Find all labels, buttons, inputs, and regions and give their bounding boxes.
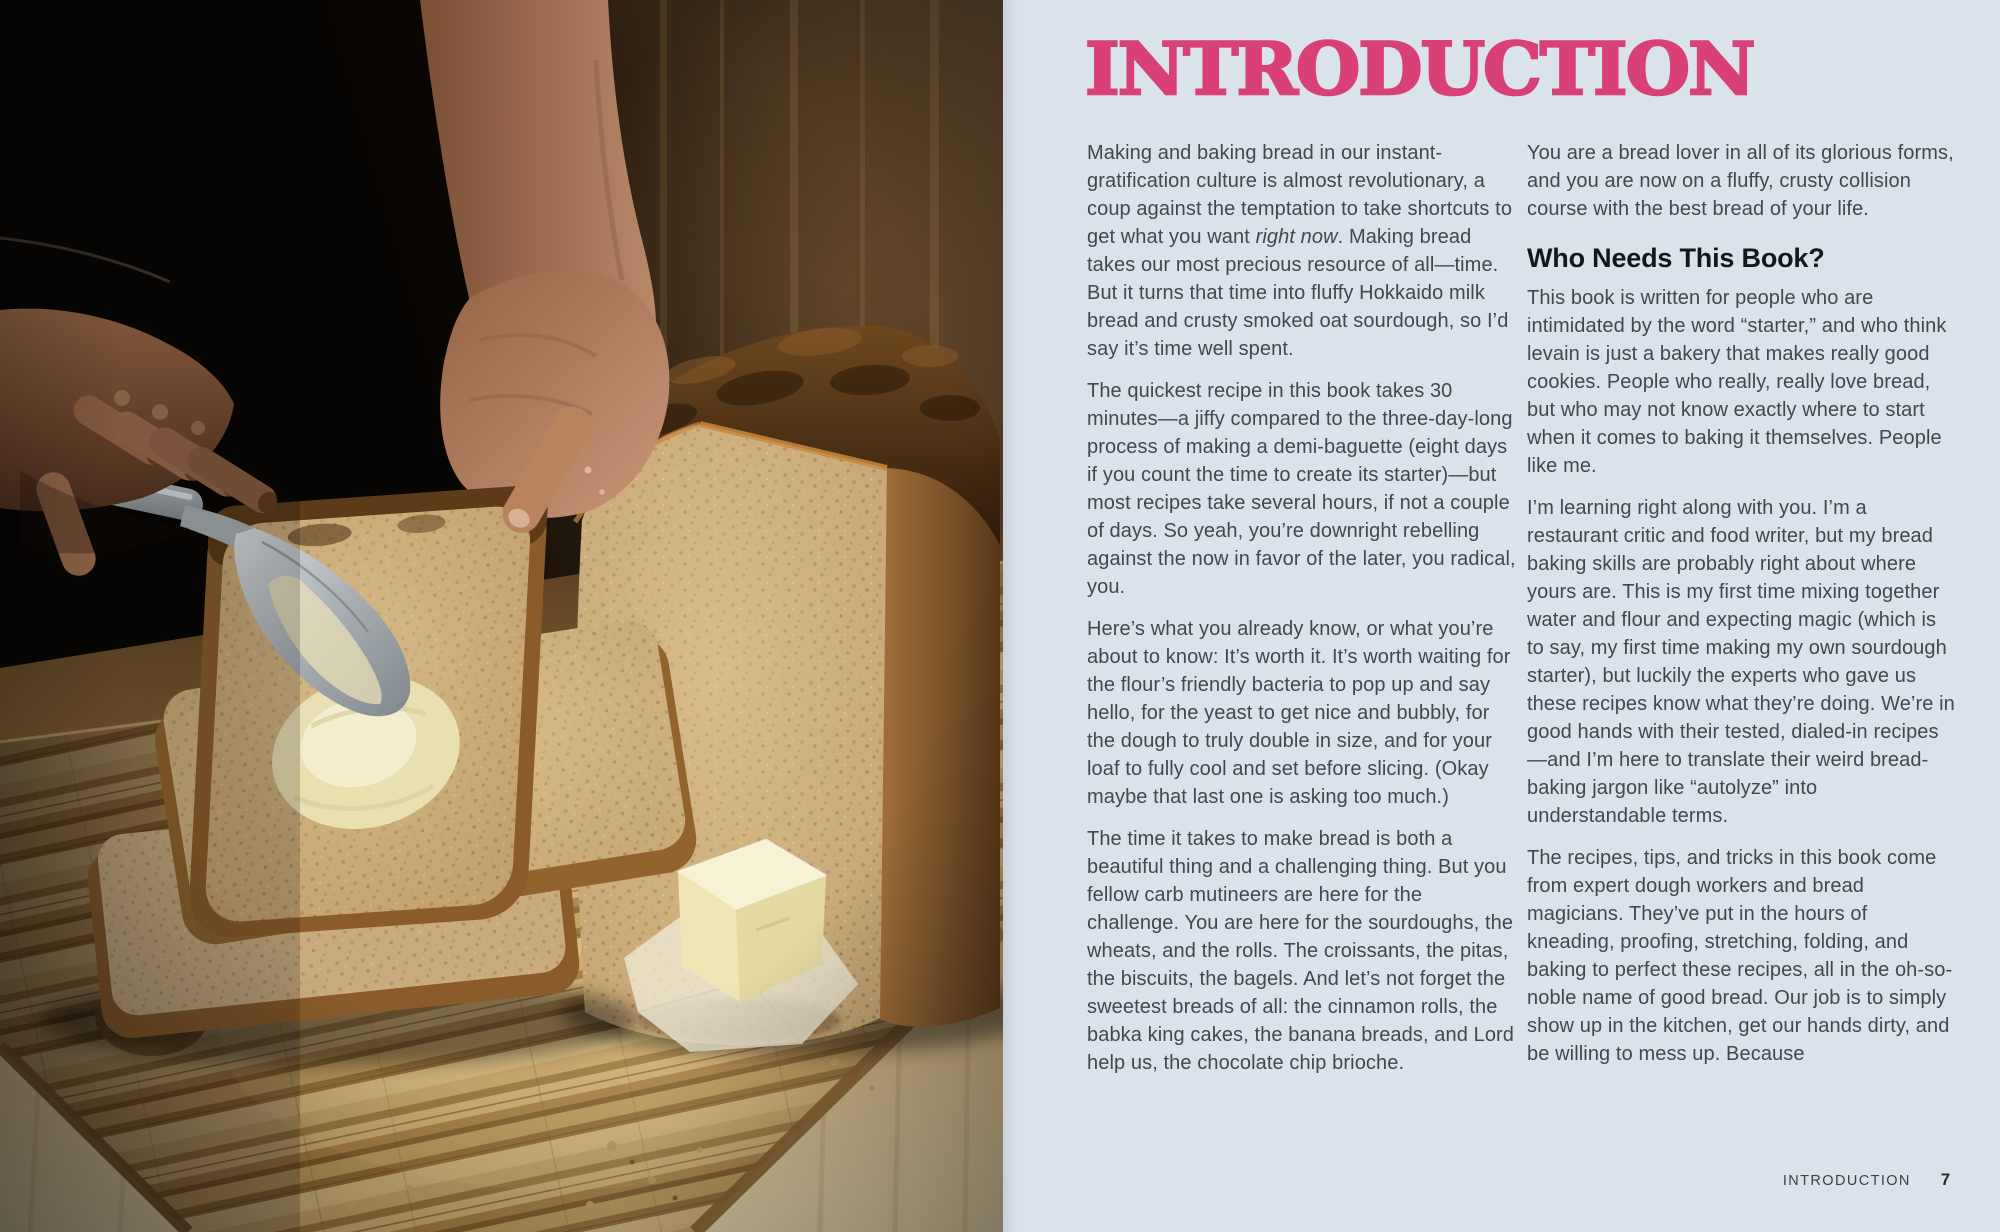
page-footer [1783,1171,1950,1190]
section-heading: Who Needs This Book? [1527,243,1825,273]
intro-page [1003,0,2000,1232]
paragraph: This book is written for people who are intimidated by the word “starter,” and who think levain is just a bakery that makes really good cookies. People who really, really love bread, but who may not know exactly where to start when it comes to baking it themselves. People like me. [1527,287,1947,478]
paragraph: You are a bread lover in all of its glorious forms, and you are now on a fluffy, crusty collision course with the best bread of your life. [1527,142,1954,220]
paragraph [1087,139,1517,363]
page-title: INTRODUCTION [1085,28,1754,112]
left-shadow [0,0,300,1232]
left-column [1087,139,1517,1091]
paragraph: The quickest recipe in this book takes 30 minutes—a jiffy compared to the three-day-long process of making a demi-baguette (eight days if you count the time to create its starter)—but most recipes take several hours, if not a couple of days. So yeah, you’re downright rebelling against the now in favor of the later, you radical, you. [1087,380,1516,598]
paragraph-text: Making and baking bread in our instant-gratification culture is almost revolutionary, a coup against the temptation to take shortcuts to get what you want [1087,142,1513,248]
paragraph: The time it takes to make bread is both a beautiful thing and a challenging thing. But you fellow carb mutineers are here for the challenge. You are here for the sourdoughs, the wheats, and the rolls. The croissants, the pitas, the biscuits, the bagels. And let’s not forget the sweetest breads of all: the cinnamon rolls, the babka king cakes, the banana breads, and Lord help us, the chocolate chip brioche. [1087,828,1515,1074]
footer-page-number: 7 [1940,1171,1950,1189]
italic-phrase: right now [1255,226,1338,248]
footer-section-label: INTRODUCTION [1782,1173,1911,1189]
paragraph: The recipes, tips, and tricks in this book come from expert dough workers and bread magicians. They’ve put in the hours of kneading, proofing, stretching, folding, and baking to perfect these recipes, all in the oh-so-noble name of good bread. Our job is to simply show up in the kitchen, get our hands dirty, and be willing to mess up. Because [1527,847,1953,1066]
right-column [1527,139,1957,1082]
paragraph: I’m learning right along with you. I’m a restaurant critic and food writer, but my bread baking skills are probably right about where yours are. This is my first time mixing together water and flour and expecting magic (which is to say, my first time making my own sourdough starter), but luckily the experts who gave us these recipes know what they’re doing. We’re in good hands with their tested, dialed-in recipes—and I’m here to translate their weird bread-baking jargon like “autolyze” into understandable terms. [1527,497,1955,828]
paragraph: Here’s what you already know, or what you’re about to know: It’s worth it. It’s worth waiting for the flour’s friendly bacteria to pop up and say hello, for the yeast to get nice and bubbly, for the dough to truly double in size, and for your loaf to fully cool and set before slicing. (Okay maybe that last one is asking too much.) [1087,618,1511,808]
paragraph-text: . Making bread takes our most precious resource of all—time. But it turns that time into fluffy Hokkaido milk bread and crusty smoked oat sourdough, so I’d say it’s time well spent. [1087,226,1509,360]
